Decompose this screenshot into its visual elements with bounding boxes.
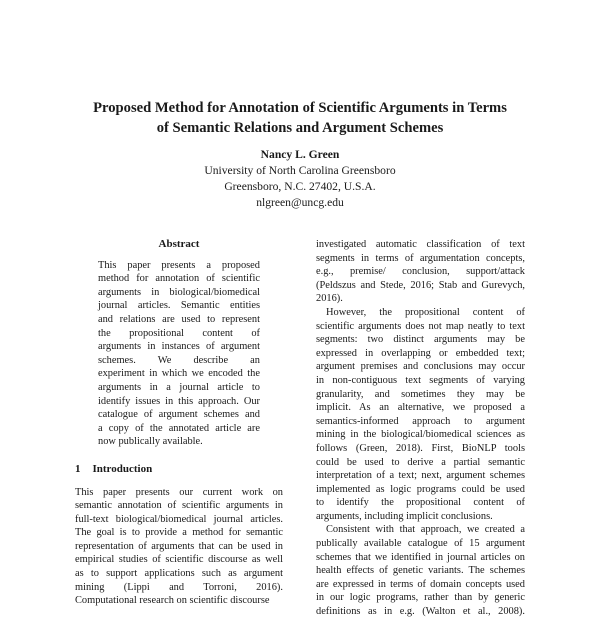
author-address: Greensboro, N.C. 27402, U.S.A.: [224, 180, 376, 193]
paper-title: [40, 98, 560, 138]
body-line: scientific arguments does not map neatly to text: [316, 320, 525, 332]
body-line: full-text biological/biomedical journal articles.: [75, 513, 283, 525]
abstract-line: journal articles. Semantic entities: [98, 300, 260, 312]
body-line: segments in terms of argumentation concepts,: [316, 252, 525, 264]
author-name: Nancy L. Green: [260, 148, 340, 161]
title-line-1: Proposed Method for Annotation of Scientific Arguments in Terms: [93, 100, 507, 116]
body-line: representation of arguments that can be used in: [75, 540, 283, 552]
body-line: (Peldszus and Stede, 2016; Stab and Gurevych,: [316, 279, 525, 291]
body-line: investigated automatic classification of text: [316, 239, 525, 250]
body-line: granularity, and sometimes they may be: [316, 388, 525, 400]
right-column: [316, 238, 525, 619]
body-line: in non-contiguous text segments of varying: [316, 374, 525, 386]
abstract-line: arguments in biological/biomedical: [98, 286, 260, 298]
body-line: e.g., premise/ conclusion, support/attack: [316, 266, 525, 278]
body-line: The goal is to provide a method for semantic: [75, 527, 283, 539]
body-line: semantic annotation of scientific arguments in: [75, 500, 283, 512]
title-line-2: of Semantic Relations and Argument Schemes: [156, 120, 444, 136]
left-column: [75, 238, 283, 608]
body-line: health effects of genetic variants. The schemes: [316, 565, 525, 577]
intro-paragraph: [75, 486, 283, 608]
abstract-line: catalogue of argument schemes and: [98, 409, 260, 421]
abstract-line: arguments in a journal article to: [98, 381, 260, 393]
paragraph-2: [316, 306, 525, 524]
body-line: However, the propositional content of: [326, 306, 525, 318]
body-line: mining in the biological/biomedical sciences as: [316, 429, 525, 441]
abstract-line: method for annotation of scientific: [98, 273, 260, 285]
body-line: arguments, including implicit conclusions.: [316, 510, 493, 522]
body-line: implemented as logic programs could be used: [316, 483, 525, 495]
body-line: implicit. As an alternative, we proposed a: [316, 402, 525, 414]
body-line: schemes that we identified in journal articles on: [316, 551, 525, 563]
paragraph-1: [316, 238, 525, 306]
body-line: segments: two distinct arguments may be: [316, 334, 525, 346]
body-line: could be used to derive a partial semantic: [316, 456, 525, 468]
abstract-line: now publically available.: [98, 436, 203, 448]
body-line: in our logic programs, rather than by generic: [316, 592, 525, 604]
abstract-heading: Abstract: [158, 238, 200, 250]
abstract-line: experiment in which we encoded the: [98, 368, 260, 380]
abstract-line: This paper presents a proposed: [98, 259, 260, 271]
body-line: are expressed in terms of domain concepts used: [316, 578, 525, 590]
abstract-line: the propositional content of: [98, 327, 260, 339]
body-line: to identify the propositional content of: [316, 497, 525, 509]
body-line: definitions as in e.g. (Walton et al., 2008).: [316, 606, 525, 618]
body-line: 2016).: [316, 293, 343, 305]
abstract-line: schemes. We describe an: [98, 354, 260, 366]
abstract-body: [98, 259, 260, 449]
body-line: as to support applications such as argument: [75, 568, 283, 580]
body-line: expressed in overlapping or embedded text;: [316, 347, 525, 359]
abstract-line: arguments in instances of argument: [98, 341, 260, 353]
body-line: semantics-informed approach to argument: [316, 415, 525, 427]
author-block: [100, 147, 500, 211]
abstract-line: identify issues in this approach. Our: [98, 395, 260, 407]
body-line: empirical studies of scientific discourse as well: [75, 554, 283, 566]
body-line: mining (Lippi and Torroni, 2016).: [75, 581, 283, 593]
body-line: publically available catalogue of 15 argument: [316, 538, 525, 550]
body-line: This paper presents our current work on: [75, 486, 283, 498]
body-line: argument premises and conclusions may occur: [316, 361, 525, 373]
abstract-line: and relations are used to represent: [98, 313, 260, 325]
author-email: nlgreen@uncg.edu: [256, 196, 344, 209]
abstract-line: a copy of the annotated article are: [98, 422, 260, 434]
section-number: 1: [75, 462, 81, 475]
section-title: Introduction: [92, 462, 153, 475]
section-heading-introduction: [75, 463, 283, 477]
paragraph-3: [316, 523, 525, 618]
body-line: Consistent with that approach, we created a: [326, 524, 525, 536]
author-affiliation: University of North Carolina Greensboro: [204, 164, 396, 177]
body-line: interpretation of a text; next, argument schemes: [316, 470, 525, 482]
body-line: Computational research on scientific discourse: [75, 595, 270, 607]
body-line: follows (Green, 2018). First, BioNLP tools: [316, 442, 525, 454]
